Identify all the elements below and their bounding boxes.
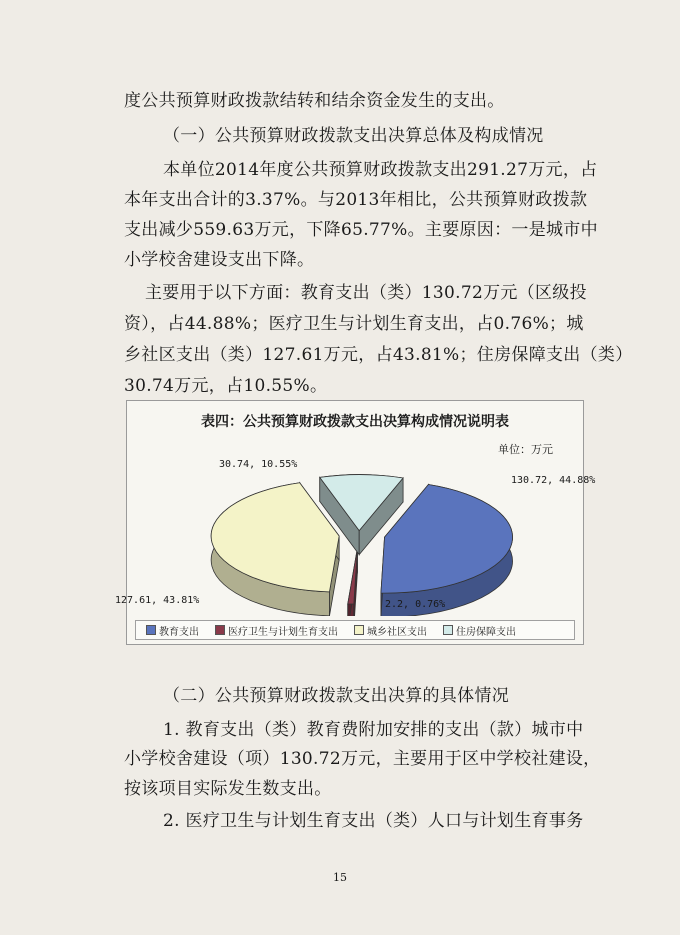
legend-label: 医疗卫生与计划生育支出 (228, 626, 338, 638)
legend-label: 住房保障支出 (456, 626, 516, 638)
legend-label: 城乡社区支出 (367, 626, 427, 638)
pie-chart (115, 400, 596, 645)
paragraph-line: 1. 教育支出（类）教育费附加安排的支出（款）城市中 (163, 720, 584, 740)
data-label-housing: 30.74, 10.55% (219, 459, 298, 470)
pie-svg (127, 401, 583, 616)
paragraph-line: 30.74万元，占10.55%。 (124, 376, 328, 396)
paragraph-line: 本年支出合计的3.37%。与2013年相比，公共预算财政拨款 (124, 190, 588, 210)
legend-label: 教育支出 (159, 626, 199, 638)
paragraph-line: 小学校舍建设支出下降。 (124, 250, 315, 270)
legend-item (146, 623, 199, 638)
data-label-urban: 127.61, 43.81% (115, 595, 200, 606)
paragraph-line: 小学校舍建设（项）130.72万元，主要用于区中学校社建设， (124, 749, 601, 769)
section-heading-1: （一）公共预算财政拨款支出决算总体及构成情况 (163, 126, 544, 146)
paragraph-line: 乡社区支出（类）127.61万元，占43.81%；住房保障支出（类） (124, 345, 633, 365)
legend-swatch (215, 625, 225, 635)
slice-urban (211, 483, 339, 616)
slice-health (348, 548, 358, 616)
paragraph-line: 度公共预算财政拨款结转和结余资金发生的支出。 (124, 91, 505, 111)
paragraph-line: 资），占44.88%；医疗卫生与计划生育支出，占0.76%；城 (124, 314, 584, 334)
chart-legend (135, 620, 575, 640)
data-label-education: 130.72, 44.88% (511, 475, 596, 486)
data-label-health: 2.2, 0.76% (385, 599, 446, 610)
legend-item (354, 623, 427, 638)
paragraph-line: 2. 医疗卫生与计划生育支出（类）人口与计划生育事务 (163, 811, 584, 831)
chart-unit: 单位：万元 (498, 443, 553, 456)
paragraph-line: 本单位2014年度公共预算财政拨款支出291.27万元，占 (163, 160, 598, 180)
paragraph-line: 按该项目实际发生数支出。 (124, 779, 332, 799)
chart-title: 表四：公共预算财政拨款支出决算构成情况说明表 (201, 414, 509, 430)
legend-swatch (443, 625, 453, 635)
legend-swatch (354, 625, 364, 635)
paragraph-line: 支出减少559.63万元，下降65.77%。主要原因：一是城市中 (124, 220, 598, 240)
paragraph-line: 主要用于以下方面：教育支出（类）130.72万元（区级投 (145, 283, 587, 303)
legend-item (443, 623, 516, 638)
legend-item (215, 623, 338, 638)
legend-swatch (146, 625, 156, 635)
page-number: 15 (333, 871, 347, 884)
section-heading-2: （二）公共预算财政拨款支出决算的具体情况 (163, 686, 509, 706)
